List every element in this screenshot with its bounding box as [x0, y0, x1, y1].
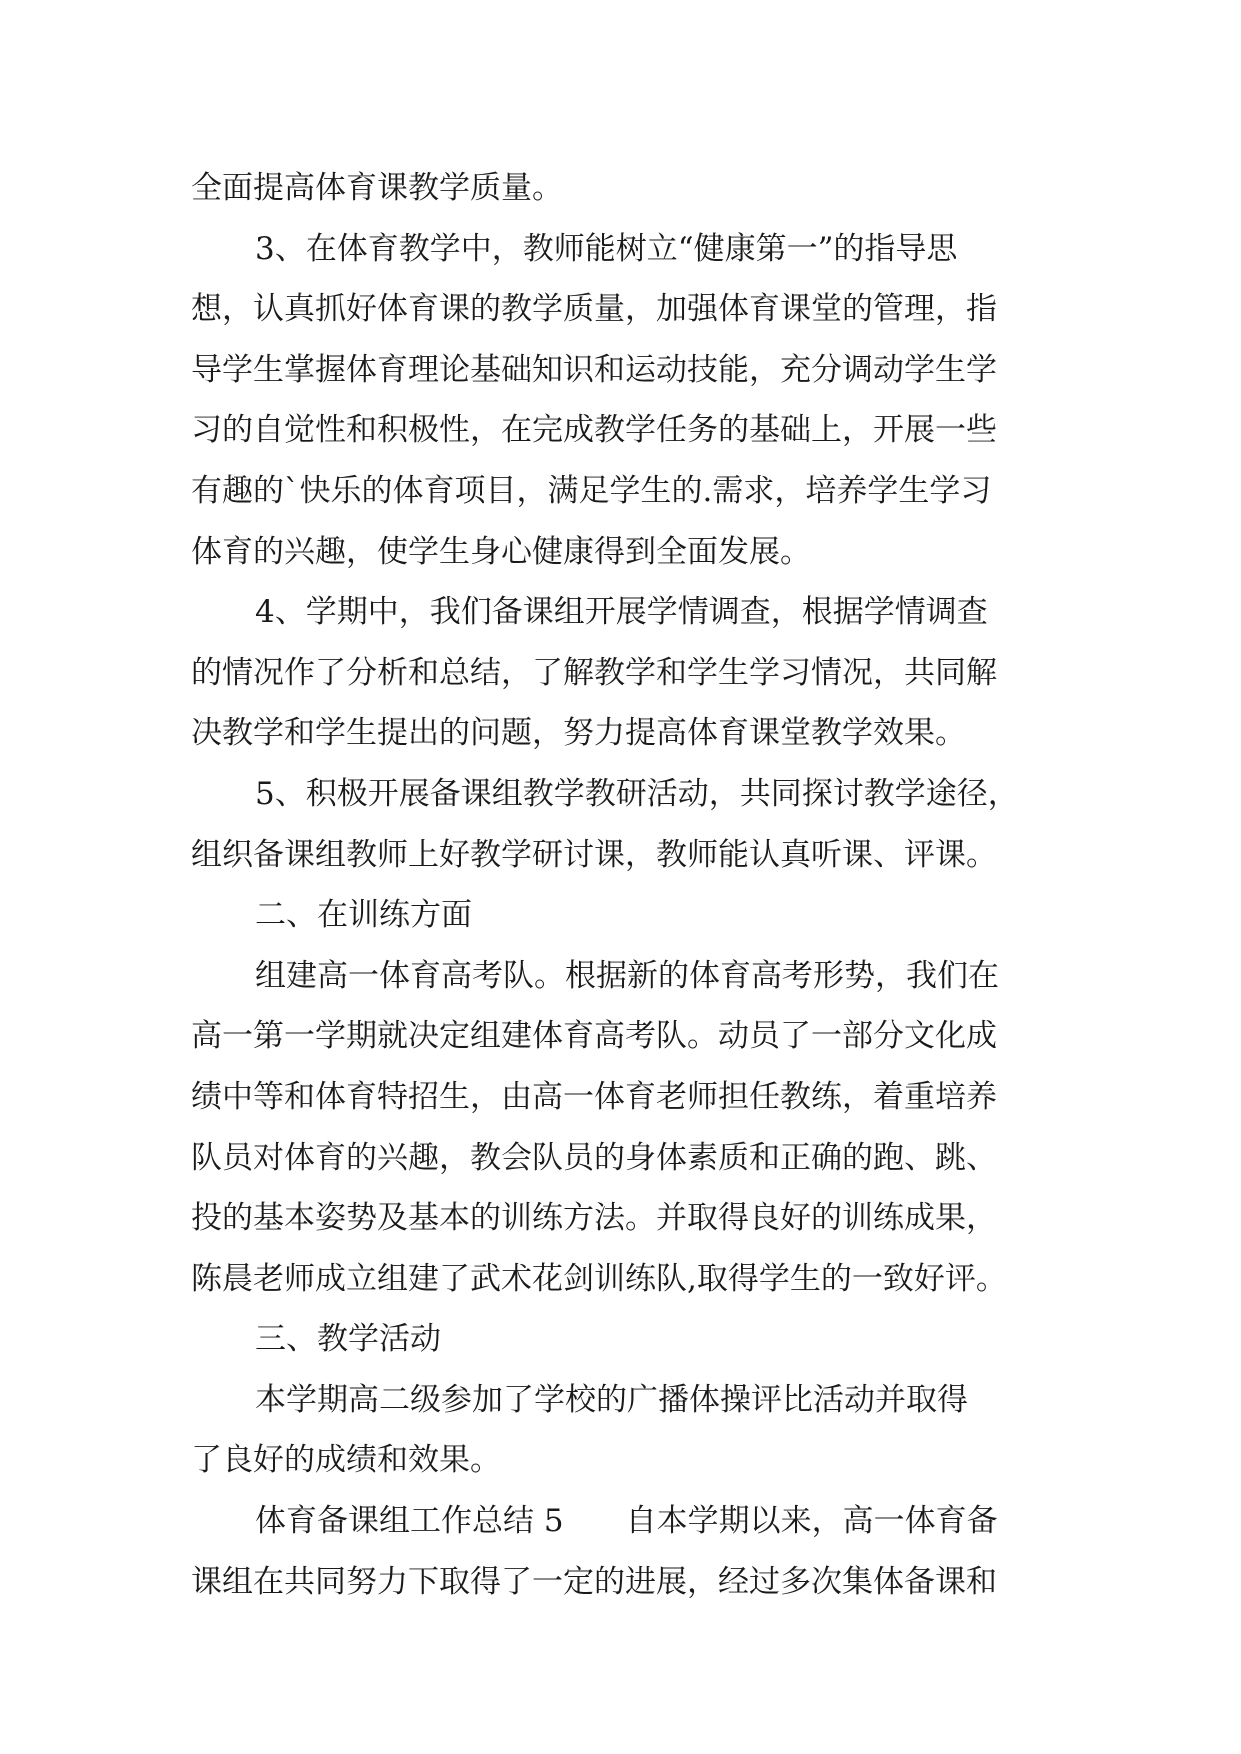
- text-line: 投的基本姿势及基本的训练方法。并取得良好的训练成果，: [191, 1200, 997, 1237]
- text-line: 高一第一学期就决定组建体育高考队。动员了一部分文化成: [191, 1018, 997, 1055]
- text-line: 习的自觉性和积极性，在完成教学任务的基础上，开展一些: [191, 412, 997, 449]
- text-line: 陈晨老师成立组建了武术花剑训练队,取得学生的一致好评。: [191, 1260, 1007, 1297]
- text-line: 4、学期中，我们备课组开展学情调查，根据学情调查: [255, 594, 988, 631]
- text-line: 的情况作了分析和总结，了解教学和学生学习情况，共同解: [191, 654, 997, 691]
- text-line: 体育备课组工作总结 5 自本学期以来，高一体育备: [255, 1503, 998, 1540]
- text-line: 三、教学活动: [255, 1321, 441, 1358]
- text-line: 想，认真抓好体育课的教学质量，加强体育课堂的管理，指: [191, 291, 997, 328]
- text-line: 课组在共同努力下取得了一定的进展，经过多次集体备课和: [191, 1563, 997, 1600]
- text-line: 体育的兴趣，使学生身心健康得到全面发展。: [191, 533, 811, 570]
- text-line: 本学期高二级参加了学校的广播体操评比活动并取得: [255, 1381, 968, 1418]
- text-line: 导学生掌握体育理论基础知识和运动技能，充分调动学生学: [191, 351, 997, 388]
- text-line: 组建高一体育高考队。根据新的体育高考形势，我们在: [255, 957, 999, 994]
- text-line: 决教学和学生提出的问题，努力提高体育课堂教学效果。: [191, 715, 966, 752]
- text-line: 队员对体育的兴趣，教会队员的身体素质和正确的跑、跳、: [191, 1139, 997, 1176]
- text-line: 5、积极开展备课组教学教研活动，共同探讨教学途径，: [255, 775, 1019, 812]
- text-line: 组织备课组教师上好教学研讨课，教师能认真听课、评课。: [191, 836, 997, 873]
- text-line: 了良好的成绩和效果。: [191, 1442, 501, 1479]
- text-line: 3、在体育教学中，教师能树立“健康第一”的指导思: [255, 230, 958, 267]
- document-body: [191, 158, 1061, 1612]
- text-line: 绩中等和体育特招生，由高一体育老师担任教练，着重培养: [191, 1078, 997, 1115]
- text-line: 全面提高体育课教学质量。: [191, 170, 563, 206]
- text-line: 有趣的`快乐的体育项目，满足学生的.需求，培养学生学习: [191, 472, 992, 509]
- text-line: 二、在训练方面: [255, 897, 472, 934]
